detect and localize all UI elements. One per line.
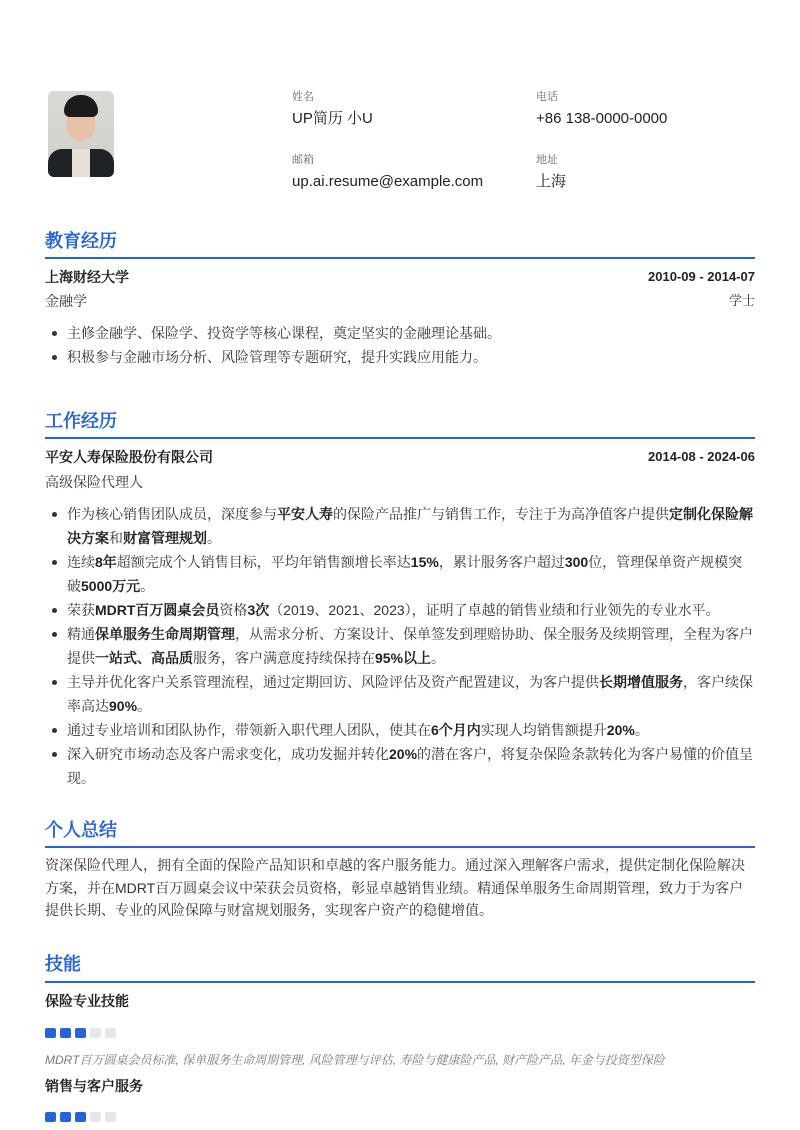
name-label: 姓名 bbox=[292, 91, 314, 103]
bullet-highlight: 平安人寿 bbox=[277, 506, 333, 522]
resume-header bbox=[45, 90, 755, 190]
skill-name: 保险专业技能 bbox=[45, 993, 129, 1009]
address-field bbox=[536, 153, 566, 192]
major-row bbox=[45, 291, 755, 311]
education-dates: 2010-09 - 2014-07 bbox=[648, 269, 755, 284]
bullet-text: （2019、2021、2023），证明了卓越的销售业绩和行业领先的专业水平。 bbox=[269, 602, 720, 618]
bullet-text: 主修金融学、保险学、投资学等核心课程，奠定坚实的金融理论基础。 bbox=[67, 325, 501, 341]
skills-title: 技能 bbox=[45, 954, 81, 974]
bullet-highlight: 90% bbox=[109, 698, 138, 714]
email-value: up.ai.resume@example.com bbox=[292, 173, 484, 190]
skill-name: 销售与客户服务 bbox=[45, 1078, 143, 1094]
position: 高级保险代理人 bbox=[45, 474, 143, 490]
skills-divider bbox=[45, 981, 755, 983]
bullet-text: 。 bbox=[140, 578, 155, 594]
skill-level-dots bbox=[45, 1112, 116, 1122]
bullet-text: ，客户续保率高达 bbox=[67, 674, 753, 714]
level-dot-filled bbox=[60, 1028, 71, 1038]
bullet-item bbox=[45, 598, 755, 622]
bullet-item bbox=[45, 718, 755, 742]
company-name: 平安人寿保险股份有限公司 bbox=[45, 449, 213, 465]
bullet-text: 的保险产品推广与销售工作，专注于为高净值客户提供 bbox=[333, 506, 669, 522]
bullet-item bbox=[45, 502, 755, 550]
level-dot-filled bbox=[45, 1112, 56, 1122]
bullet-text: ，从需求分析、方案设计、保单签发到理赔协助、保全服务及续期管理，全程为客户提供 bbox=[67, 626, 753, 666]
summary-title: 个人总结 bbox=[45, 820, 117, 840]
bullet-text: 精通 bbox=[67, 626, 95, 642]
education-title: 教育经历 bbox=[45, 231, 117, 251]
bullet-text: 主导并优化客户关系管理流程，通过定期回访、风险评估及资产配置建议，为客户提供 bbox=[67, 674, 599, 690]
bullet-text: 位，管理保单资产规模突破 bbox=[67, 554, 743, 594]
bullet-highlight: 5000万元 bbox=[81, 578, 141, 594]
bullet-text: 作为核心销售团队成员，深度参与 bbox=[67, 506, 277, 522]
bullet-highlight: 定制化保险解决方案 bbox=[67, 506, 753, 546]
summary-divider bbox=[45, 846, 755, 848]
email-label: 邮箱 bbox=[292, 154, 314, 166]
work-dates: 2014-08 - 2024-06 bbox=[648, 449, 755, 464]
level-dot-empty bbox=[105, 1028, 116, 1038]
bullet-highlight: 95%以上 bbox=[375, 650, 432, 666]
phone-label: 电话 bbox=[536, 91, 558, 103]
bullet-text: 和 bbox=[109, 530, 123, 546]
skill-level-dots bbox=[45, 1028, 116, 1038]
bullet-text: 服务，客户满意度持续保持在 bbox=[193, 650, 375, 666]
school-row bbox=[45, 267, 755, 287]
bullet-text: 的潜在客户，将复杂保险条款转化为客户易懂的价值呈现。 bbox=[67, 746, 754, 786]
bullet-highlight: 8年 bbox=[95, 554, 117, 570]
work-title: 工作经历 bbox=[45, 411, 117, 431]
level-dot-filled bbox=[75, 1112, 86, 1122]
phone-field bbox=[536, 90, 667, 129]
bullet-text: 深入研究市场动态及客户需求变化，成功发掘并转化 bbox=[67, 746, 389, 762]
company-row bbox=[45, 447, 755, 467]
work-divider bbox=[45, 437, 755, 439]
bullet-highlight: MDRT百万圆桌会员 bbox=[95, 602, 220, 618]
level-dot-empty bbox=[105, 1112, 116, 1122]
bullet-text: 。 bbox=[634, 722, 649, 738]
bullet-text: 。 bbox=[137, 698, 152, 714]
position-row bbox=[45, 472, 755, 492]
bullet-highlight: 15% bbox=[410, 554, 439, 570]
level-dot-filled bbox=[60, 1112, 71, 1122]
level-dot-empty bbox=[90, 1112, 101, 1122]
school-name: 上海财经大学 bbox=[45, 269, 129, 285]
bullet-item bbox=[45, 321, 755, 345]
bullet-text: 实现人均销售额提升 bbox=[480, 722, 607, 738]
summary-text: 资深保险代理人，拥有全面的保险产品知识和卓越的客户服务能力。通过深入理解客户需求，提供定制化保险解决方案，并在MDRT百万圆桌会议中荣获会员资格，彰显卓越销售业绩。精通保单服务生命周期管理，致力于为客户提供长期、专业的风险保障与财富规划服务，实现客户资产的稳健增值。 bbox=[45, 857, 745, 918]
work-bullets bbox=[45, 502, 755, 790]
address-label: 地址 bbox=[536, 154, 558, 166]
name-value: UP简历 小U bbox=[292, 110, 373, 127]
bullet-highlight: 保单服务生命周期管理 bbox=[95, 626, 235, 642]
bullet-item bbox=[45, 345, 755, 369]
level-dot-empty bbox=[90, 1028, 101, 1038]
degree: 学士 bbox=[728, 293, 755, 308]
bullet-text: 荣获 bbox=[67, 602, 95, 618]
bullet-text: 连续 bbox=[67, 554, 95, 570]
bullet-text: ，累计服务客户超过 bbox=[438, 554, 565, 570]
bullet-item bbox=[45, 622, 755, 670]
education-divider bbox=[45, 257, 755, 259]
bullet-item bbox=[45, 670, 755, 718]
bullet-highlight: 300 bbox=[564, 554, 589, 570]
name-field bbox=[292, 90, 373, 129]
bullet-item bbox=[45, 742, 755, 790]
email-field bbox=[292, 153, 483, 192]
profile-photo bbox=[48, 91, 114, 177]
bullet-text: 通过专业培训和团队协作，带领新入职代理人团队，使其在 bbox=[67, 722, 431, 738]
bullet-highlight: 20% bbox=[389, 746, 418, 762]
bullet-highlight: 一站式、高品质 bbox=[95, 650, 193, 666]
bullet-text: 积极参与金融市场分析、风险管理等专题研究，提升实践应用能力。 bbox=[67, 349, 487, 365]
education-bullets bbox=[45, 321, 755, 369]
bullet-highlight: 20% bbox=[606, 722, 635, 738]
bullet-item bbox=[45, 550, 755, 598]
bullet-text: 资格 bbox=[219, 602, 248, 618]
bullet-highlight: 财富管理规划 bbox=[123, 530, 207, 546]
bullet-text: 。 bbox=[431, 650, 446, 666]
skill-keywords: MDRT百万圆桌会员标准, 保单服务生命周期管理, 风险管理与评估, 寿险与健康险产品, 财产险产品, 年金与投资型保险 bbox=[45, 1053, 665, 1067]
bullet-text: 。 bbox=[207, 530, 221, 546]
major: 金融学 bbox=[45, 293, 87, 309]
bullet-highlight: 3次 bbox=[247, 602, 270, 618]
bullet-highlight: 长期增值服务 bbox=[599, 674, 683, 690]
level-dot-filled bbox=[75, 1028, 86, 1038]
address-value: 上海 bbox=[536, 173, 567, 190]
bullet-highlight: 6个月内 bbox=[431, 722, 481, 738]
bullet-text: 超额完成个人销售目标，平均年销售额增长率达 bbox=[116, 554, 411, 570]
phone-value: +86 138-0000-0000 bbox=[536, 110, 668, 127]
level-dot-filled bbox=[45, 1028, 56, 1038]
